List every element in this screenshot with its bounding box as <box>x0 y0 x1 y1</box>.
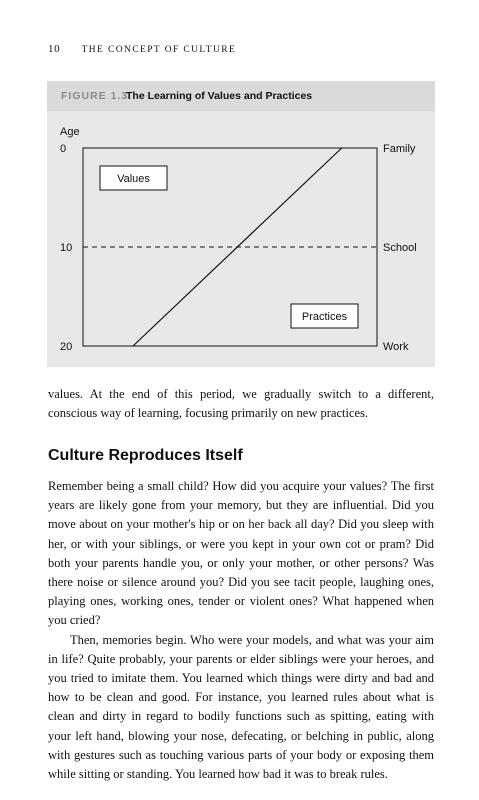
paragraph-memories: Then, memories begin. Who were your models, and what was your aim in life? Quite probably, your parents or elder siblings were your heroes, and you tried to imitate them. You learned which things were dirty and bad and how to be clean and good. For instance, you learned rules about what is clean and dirty in regard to bodily functions such as spitting, eating with your left hand, blowing your nose, defecating, or belching in public, along with gestures such as touching various parts of your body or exposing them while sitting or standing. You learned how bad it was to break rules. <box>48 632 434 782</box>
practices-box <box>291 304 358 328</box>
page-number: 10 <box>48 43 61 55</box>
body-paragraphs <box>48 477 434 784</box>
y-axis-label: Age <box>60 126 80 138</box>
y-tick-label: 0 <box>60 143 67 155</box>
right-label-school: School <box>383 242 417 254</box>
figure-label: FIGURE 1.3 <box>61 90 129 102</box>
running-head <box>48 43 236 55</box>
running-title: THE CONCEPT OF CULTURE <box>81 45 237 55</box>
figure-panel <box>47 81 435 367</box>
y-tick-label: 20 <box>60 341 73 353</box>
values-box-label: Values <box>117 173 150 185</box>
practices-box-label: Practices <box>301 311 348 323</box>
right-label-work: Work <box>383 341 409 353</box>
paragraph-remember: Remember being a small child? How did you acquire your values? The first years are likely gone from your memory, but they are influential. Did you move about on your mother's hip or on her back all day? Did you sleep with her, or with your siblings, or were you kept in your own cot or pram? Did both your parents handle you, or only your mother, or other persons? Was there noise or silence around you? Did you see tacit people, laughing ones, playing ones, working ones, tender or violent ones? What happened when you cried? <box>48 479 434 628</box>
right-label-family: Family <box>383 143 416 155</box>
figure-title: The Learning of Values and Practices <box>126 90 313 102</box>
paragraph-continued: values. At the end of this period, we gradually switch to a different, conscious way of learning, focusing primarily on new practices. <box>48 387 434 421</box>
section-heading: Culture Reproduces Itself <box>48 447 243 464</box>
y-tick-label: 10 <box>60 242 73 254</box>
values-box <box>100 166 167 190</box>
chart-svg <box>47 81 435 367</box>
